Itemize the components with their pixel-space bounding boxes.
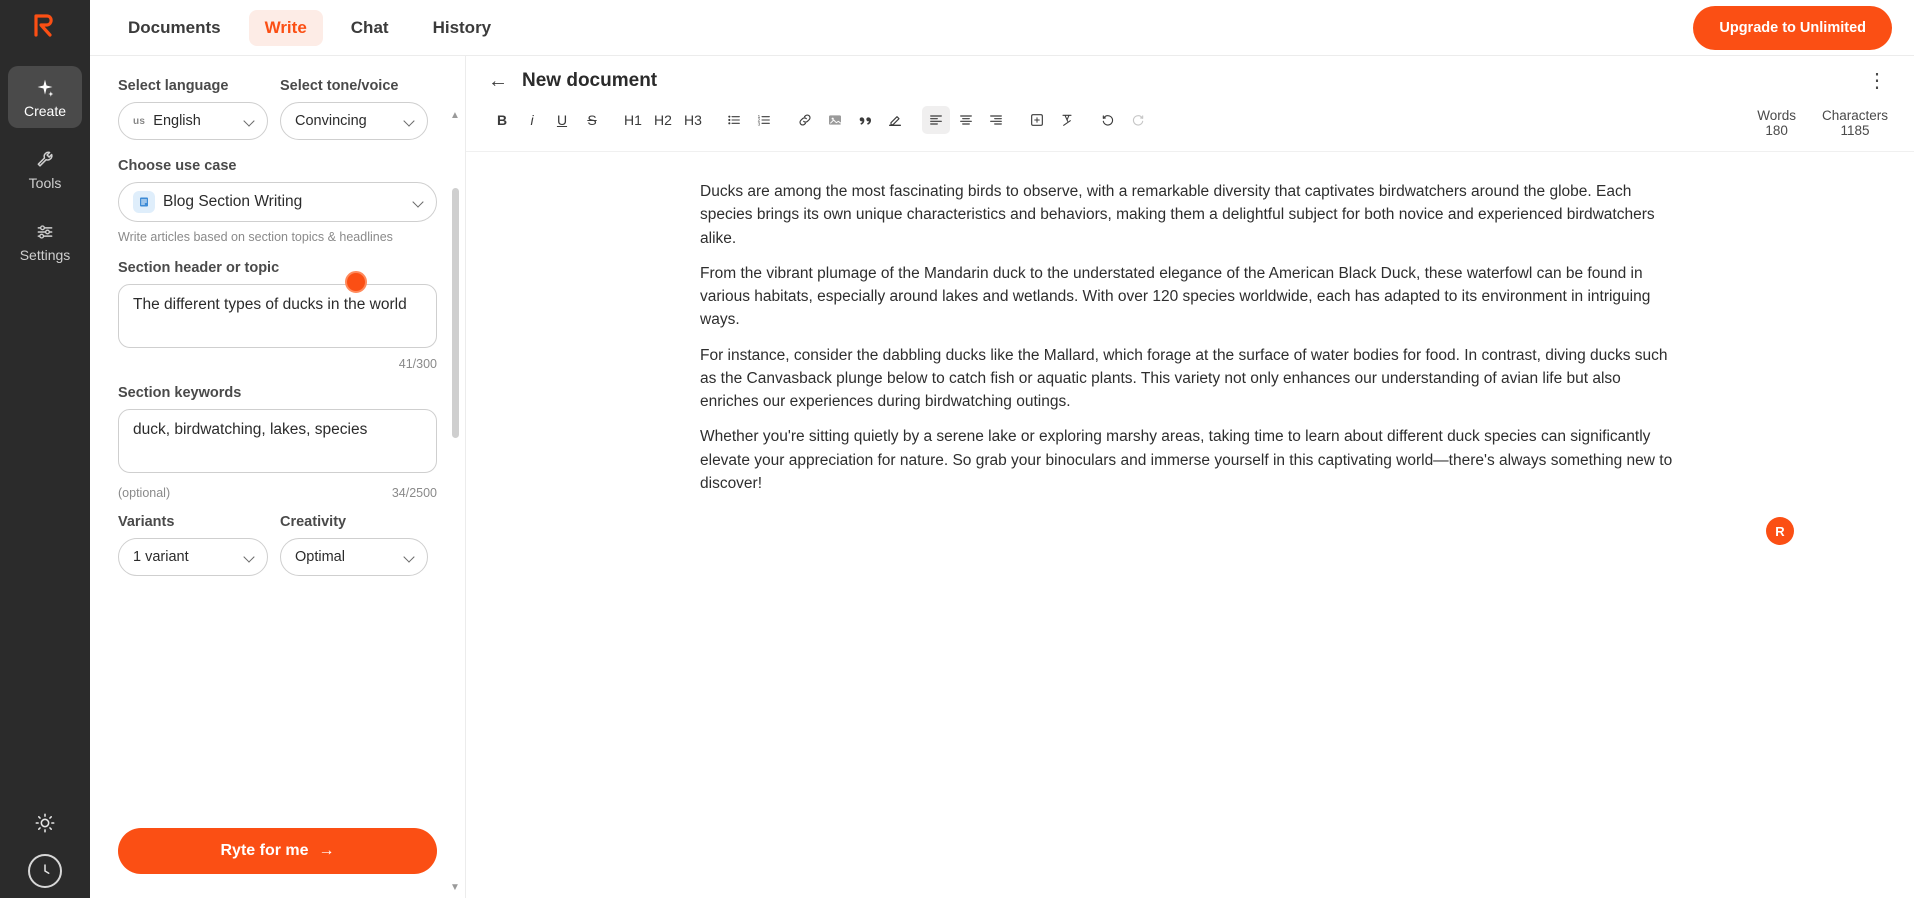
variants-select[interactable]: [118, 538, 268, 576]
editor-toolbar: [488, 106, 1152, 134]
sidebar-item-create[interactable]: [8, 66, 82, 128]
word-count-label: Words: [1757, 108, 1796, 123]
sidebar-item-tools[interactable]: [8, 138, 82, 200]
variants-value: 1 variant: [133, 548, 189, 565]
submit-button[interactable]: [118, 828, 437, 874]
sidebar-item-settings-label: Settings: [19, 246, 71, 263]
tab-history[interactable]: History: [432, 17, 492, 37]
rail-nav: [0, 66, 90, 282]
sparkle-icon: [35, 77, 55, 99]
top-bar: [90, 0, 1914, 56]
section-keywords-label: Section keywords: [118, 384, 242, 401]
variants-creativity-row: [118, 514, 437, 576]
character-count-value: 1185: [1840, 123, 1870, 138]
document-header: [466, 56, 1914, 106]
heading-1-button[interactable]: H1: [624, 112, 642, 128]
tone-value: Convincing: [295, 113, 367, 129]
paragraph: From the vibrant plumage of the Mandarin duck to the understated elegance of the American Black Duck, these waterfowl can be found in various habitats, especially around lakes and wetlands. With over 120 species worldwide, each has adapted to its environment in intriguing ways.: [700, 264, 1651, 329]
undo-button[interactable]: [1094, 106, 1122, 134]
chevron-down-icon: [405, 116, 415, 126]
link-button[interactable]: [791, 106, 819, 134]
strikethrough-button[interactable]: S: [587, 112, 597, 128]
insert-block-button[interactable]: [1023, 106, 1051, 134]
sidebar-item-settings[interactable]: [8, 210, 82, 272]
section-keywords-meta: [118, 482, 437, 500]
tone-select[interactable]: [280, 102, 428, 140]
heading-3-button[interactable]: H3: [684, 112, 702, 128]
redo-button[interactable]: [1124, 106, 1152, 134]
section-keywords-field: [118, 385, 437, 500]
numbered-list-button[interactable]: [750, 106, 778, 134]
svg-text:1: 1: [757, 114, 761, 119]
underline-button[interactable]: U: [556, 112, 568, 128]
paragraph: Whether you're sitting quietly by a serene lake or exploring marshy areas, taking time to learn about different duck species can significantly elevate your appreciation for nature. So grab your binoculars and immerse yourself in this captivating world—there's always something new to discover!: [700, 428, 1673, 492]
tab-write[interactable]: Write: [249, 10, 323, 46]
usecase-value: Blog Section Writing: [163, 193, 303, 210]
chevron-down-icon: [245, 552, 255, 562]
document-icon: [133, 191, 155, 213]
section-header-field: [118, 260, 437, 371]
clear-format-button[interactable]: [1053, 106, 1081, 134]
write-form-footer: [90, 828, 465, 898]
usecase-select[interactable]: [118, 182, 437, 222]
italic-button[interactable]: i: [530, 112, 534, 128]
write-form-sidebar: [90, 56, 466, 898]
align-center-button[interactable]: [952, 106, 980, 134]
body-split: [90, 56, 1914, 898]
sidebar-item-create-label: Create: [23, 102, 67, 119]
usecase-hint: Write articles based on section topics & headlines: [118, 230, 393, 244]
upgrade-button[interactable]: Upgrade to Unlimited: [1693, 6, 1892, 50]
document-content[interactable]: [660, 180, 1720, 495]
highlight-button[interactable]: [881, 106, 909, 134]
section-keywords-optional: (optional): [118, 485, 171, 500]
language-tone-row: [118, 78, 437, 140]
character-count-label: Characters: [1821, 108, 1888, 123]
document-stats: [1757, 106, 1888, 138]
app-logo[interactable]: [0, 0, 90, 52]
main-area: [90, 0, 1914, 898]
language-field: [118, 78, 268, 140]
bold-button[interactable]: B: [496, 112, 508, 128]
language-label: Select language: [118, 78, 229, 94]
language-value: English: [153, 113, 201, 129]
variants-label: Variants: [118, 513, 175, 530]
tone-field: [280, 78, 428, 140]
document-editor: [466, 56, 1914, 898]
section-header-input[interactable]: [118, 284, 437, 348]
help-icon[interactable]: [28, 854, 62, 888]
back-arrow-icon[interactable]: ←: [488, 70, 508, 92]
theme-icon[interactable]: [28, 806, 62, 840]
bullet-list-button[interactable]: [720, 106, 748, 134]
chevron-down-icon: [414, 197, 424, 207]
usecase-label: Choose use case: [118, 158, 237, 174]
creativity-label: Creativity: [280, 513, 347, 530]
character-count: [1822, 108, 1888, 138]
arrow-right-icon: →: [318, 842, 335, 859]
image-button[interactable]: [821, 106, 849, 134]
tab-chat[interactable]: Chat: [350, 17, 389, 37]
tone-label: Select tone/voice: [280, 78, 399, 94]
language-select[interactable]: [118, 102, 268, 140]
creativity-field: [280, 514, 428, 576]
chevron-down-icon: [245, 116, 255, 126]
creativity-value: Optimal: [295, 548, 345, 565]
rail-bottom-actions: [0, 806, 90, 888]
editor-toolbar-row: [466, 106, 1914, 152]
cursor-pointer-indicator: [345, 271, 367, 293]
flag-us-icon: us: [133, 115, 146, 127]
paragraph: For instance, consider the dabbling ducks like the Mallard, which forage at the surface of water bodies for food. In contrast, diving ducks such as the Canvasback plunge below to catch fish or aquatic plants. This variety not only enhances our understanding of avian life but also enriches our experiences during birdwatching outings.: [700, 346, 1668, 410]
variants-field: [118, 514, 268, 576]
creativity-select[interactable]: [280, 538, 428, 576]
top-nav: [112, 10, 507, 46]
align-right-button[interactable]: [982, 106, 1010, 134]
left-rail: [0, 0, 90, 898]
sidebar-scrollbar[interactable]: [450, 110, 462, 893]
wrench-icon: [35, 149, 55, 171]
section-header-counter: 41/300: [398, 356, 437, 371]
quote-button[interactable]: [851, 106, 879, 134]
more-options-icon[interactable]: ⋮: [1867, 70, 1888, 92]
paragraph: Ducks are among the most fascinating birds to observe, with a remarkable diversity that captivates birdwatchers around the globe. Each species brings its own unique characteristics and behaviors, making them a delightful subject for both novice and experienced birdwatchers alike.: [700, 183, 1655, 247]
align-left-button[interactable]: [922, 106, 950, 134]
section-keywords-counter: 34/2500: [391, 485, 437, 500]
chevron-down-icon: [405, 552, 415, 562]
sidebar-item-tools-label: Tools: [28, 174, 62, 191]
sliders-icon: [35, 221, 55, 243]
page-title: New document: [522, 70, 658, 91]
avatar[interactable]: R: [1766, 517, 1794, 545]
svg-text:3: 3: [757, 121, 761, 127]
sidebar-scrollbar-thumb[interactable]: [452, 188, 459, 438]
scroll-up-icon[interactable]: ▲: [450, 110, 460, 121]
scroll-down-icon[interactable]: ▼: [450, 882, 460, 893]
svg-text:2: 2: [757, 117, 761, 123]
section-header-label: Section header or topic: [118, 259, 280, 276]
usecase-field: [118, 158, 437, 246]
heading-2-button[interactable]: H2: [654, 112, 672, 128]
document-canvas[interactable]: [466, 152, 1914, 898]
submit-button-label: Ryte for me: [220, 842, 309, 859]
word-count: [1757, 108, 1796, 138]
tab-documents[interactable]: Documents: [128, 17, 221, 37]
word-count-value: 180: [1765, 123, 1788, 138]
write-form-scroll: [90, 56, 465, 828]
section-keywords-input[interactable]: [118, 409, 437, 473]
